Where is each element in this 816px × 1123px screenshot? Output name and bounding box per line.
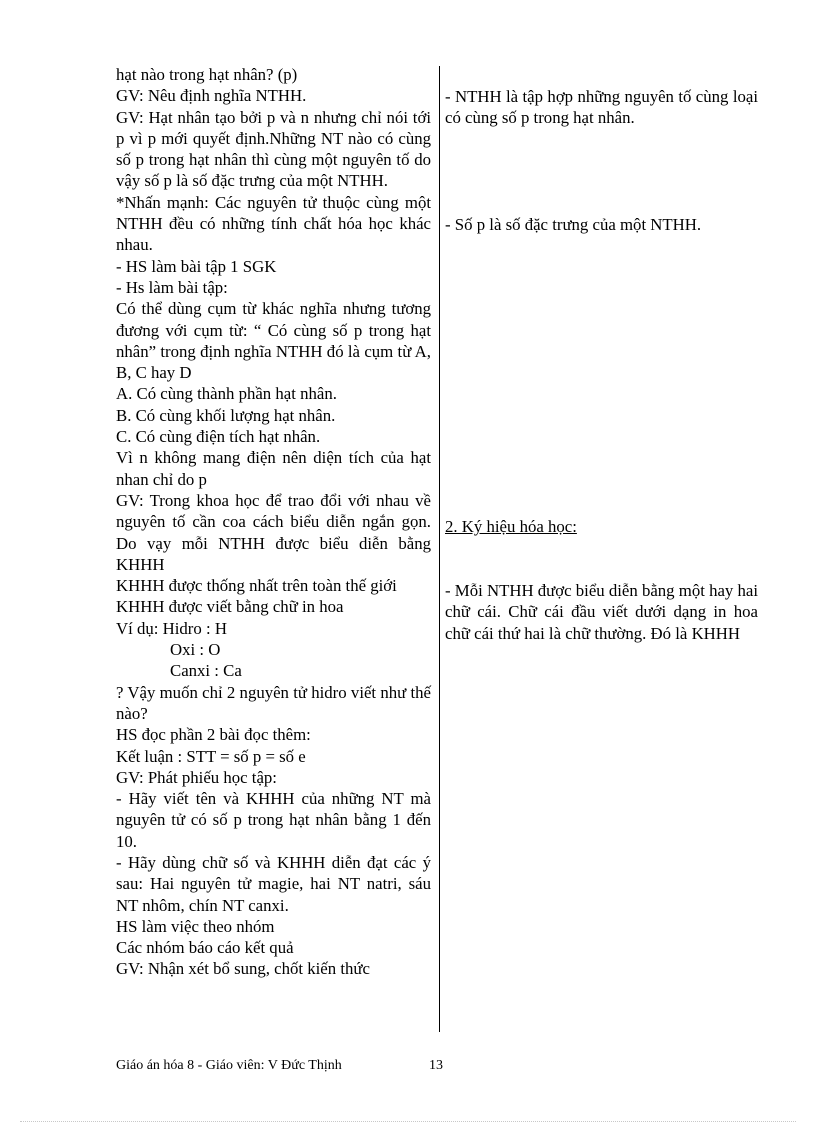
paragraph: Có thể dùng cụm từ khác nghĩa nhưng tương đương với cụm từ: “ Có cùng số p trong hạt nhân” trong định nghĩa NTHH đó là cụm từ A, B, C hay D	[116, 299, 431, 383]
paragraph: GV: Trong khoa học để trao đổi với nhau về nguyên tố cần coa cách biểu diễn ngắn gọn. Do vạy mỗi NTHH được biểu diễn bằng KHHH	[116, 490, 431, 574]
section-title: 2. Ký hiệu hóa học:	[445, 517, 577, 536]
description-text: - Mỗi NTHH được biểu diễn bằng một hay hai chữ cái. Chữ cái đầu viết dưới dạng in hoa chữ cái thứ hai là chữ thường. Đó là KHHH	[445, 581, 758, 643]
option-b: B. Có cùng khối lượng hạt nhân.	[116, 405, 336, 425]
nthh-definition	[445, 86, 758, 129]
text-line: hạt nào trong hạt nhân? (p)	[116, 65, 298, 84]
section2-heading	[445, 516, 758, 537]
text-line: Kết luận : STT = số p = số e	[116, 746, 306, 766]
example-line: Oxi : O	[170, 640, 221, 660]
paragraph: GV: Hạt nhân tạo bởi p và n nhưng chỉ nói tới p vì p mới quyết định.Những NT nào có cùng số p trong hạt nhân thì cùng một nguyên tố do vậy số p là số đặc trưng của một NTHH.	[116, 107, 431, 191]
paragraph: Vì n không mang điện nên diện tích của hạt nhan chỉ do p	[116, 448, 431, 489]
definition-text: - NTHH là tập hợp những nguyên tố cùng loại có cùng số p trong hạt nhân.	[445, 87, 758, 128]
text-line: GV: Nêu định nghĩa NTHH.	[116, 86, 307, 106]
paragraph: *Nhấn mạnh: Các nguyên tử thuộc cùng một NTHH đều có những tính chất hóa học khác nhau.	[116, 192, 431, 255]
nthh-characteristic	[445, 214, 758, 235]
page-number: 13	[429, 1058, 443, 1073]
text-line: HS làm việc theo nhóm	[116, 916, 275, 936]
footer-author: Giáo án hóa 8 - Giáo viên: V Đức Thịnh	[116, 1058, 342, 1073]
column-divider	[439, 66, 440, 1032]
option-a: A. Có cùng thành phần hạt nhân.	[116, 384, 337, 404]
text-line: GV: Phát phiếu học tập:	[116, 767, 277, 787]
example-line: Canxi : Ca	[170, 661, 242, 681]
text-line: KHHH được viết bằng chữ in hoa	[116, 597, 344, 617]
paragraph: - Hãy dùng chữ số và KHHH diễn đạt các ý sau: Hai nguyên tử magie, hai NT natri, sáu NT nhôm, chín NT canxi.	[116, 852, 431, 915]
text-line: - Hs làm bài tập:	[116, 277, 228, 297]
text-line: - HS làm bài tập 1 SGK	[116, 256, 277, 276]
text-line: GV: Nhận xét bổ sung, chốt kiến thức	[116, 959, 370, 979]
left-column	[116, 64, 431, 980]
characteristic-text: - Số p là số đặc trưng của một NTHH.	[445, 215, 702, 234]
text-line: HS đọc phần 2 bài đọc thêm:	[116, 725, 311, 745]
page-edge-dotted	[20, 1121, 796, 1122]
paragraph: ? Vậy muốn chỉ 2 nguyên tử hidro viết như thế nào?	[116, 682, 431, 723]
paragraph: KHHH được thống nhất trên toàn thế giới	[116, 576, 397, 596]
paragraph: - Hãy viết tên và KHHH của những NT mà nguyên tử có số p trong hạt nhân bằng 1 đến 10.	[116, 789, 431, 851]
text-line: Các nhóm báo cáo kết quả	[116, 938, 294, 958]
khhh-description	[445, 580, 758, 644]
example-line: Ví dụ: Hidro : H	[116, 618, 227, 638]
option-c: C. Có cùng điện tích hạt nhân.	[116, 427, 321, 447]
